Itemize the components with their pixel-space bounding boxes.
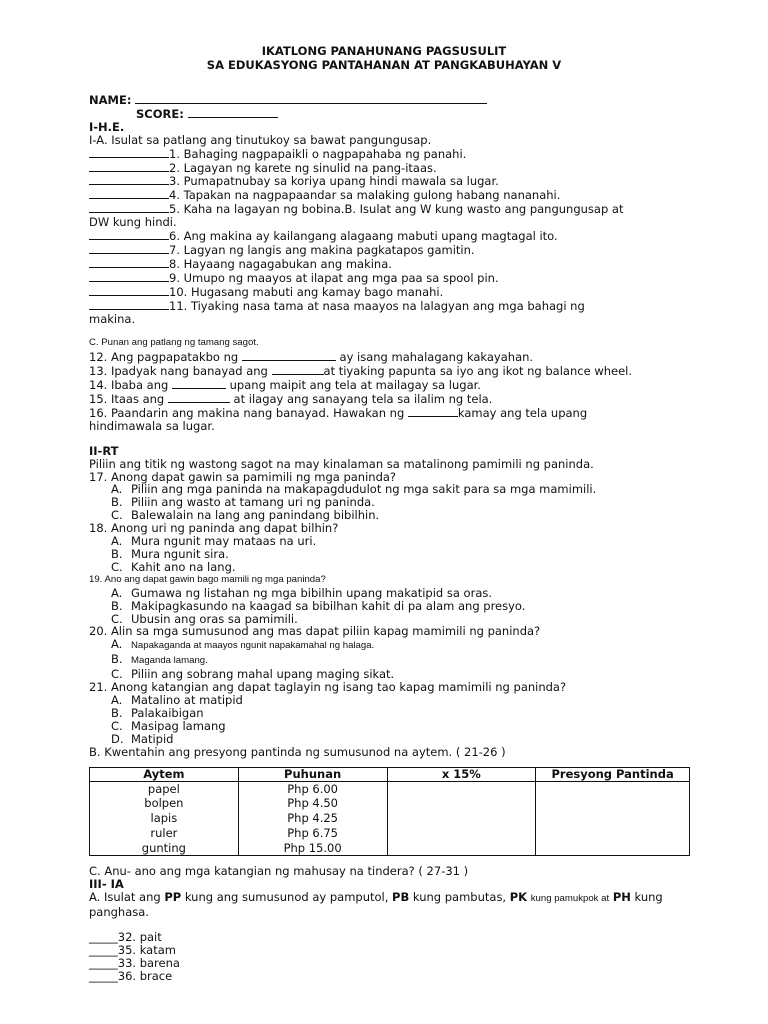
table-body-row [90, 781, 690, 856]
exam-title-line1: IKATLONG PANAHUNANG PAGSUSULIT [261, 44, 507, 58]
exam-title-line2: SA EDUKASYONG PANTAHANAN AT PANGKABUHAYAN V [206, 58, 562, 72]
table-cell: ruler [150, 825, 178, 840]
choice[interactable]: A. Matalino at matipid [111, 692, 243, 707]
name-label: NAME: [89, 93, 132, 107]
answer-blank[interactable] [89, 243, 169, 254]
score-label: SCORE: [136, 106, 184, 121]
table-cell: papel [147, 781, 180, 796]
choice[interactable]: A. Mura ngunit may mataas na uri. [111, 534, 317, 549]
list-item: 7. Lagyan ng langis ang makina pagkatapos gamitin. [89, 243, 689, 257]
choice[interactable]: C. Ubusin ang oras sa pamimili. [111, 611, 298, 626]
fill-item-12: 12. Ang pagpapatakbo ng ay isang mahalagang kakayahan. [89, 350, 534, 365]
choice[interactable]: B. Makipagkasundo na kaagad sa bibilhan kahit di pa alam ang presyo. [111, 598, 526, 613]
instruction-ia: I-A. Isulat sa patlang ang tinutukoy sa bawat pangungusap. [89, 132, 432, 147]
section-heading-iiiia: III- IA [89, 877, 124, 892]
answer-blank[interactable] [89, 285, 169, 296]
exam-page [89, 44, 689, 983]
table-cell: lapis [150, 811, 178, 826]
table-cell: Php 4.50 [287, 796, 339, 811]
table-cell: Php 6.00 [287, 781, 339, 796]
list-item: 5. Kaha na lagayan ng bobina.B. Isulat ang W kung wasto ang pangungusap at [89, 202, 689, 216]
list-item-continued: makina. [89, 311, 136, 326]
list-item: 2. Lagayan ng karete ng sinulid na pang-itaas. [89, 161, 689, 175]
question-17: 17. Anong dapat gawin sa pamimili ng mga paninda? [89, 469, 397, 484]
table-cell: bolpen [144, 796, 184, 811]
column-header: x 15% [387, 767, 536, 781]
answer-blank[interactable] [172, 378, 226, 389]
fill-item-16-continued: hindimawala sa lugar. [89, 418, 215, 433]
choice[interactable]: B. Piliin ang wasto at tamang uri ng paninda. [111, 495, 375, 510]
fill-item-14: 14. Ibaba ang upang maipit ang tela at mailagay sa lugar. [89, 378, 481, 393]
answer-blank[interactable] [89, 188, 169, 199]
tool-item: _____36. brace [89, 968, 173, 983]
list-item-continued: DW kung hindi. [89, 215, 177, 230]
choice[interactable]: A. Napakaganda at maayos ngunit napakamahal ng halaga. [111, 637, 375, 652]
choice[interactable]: C. Balewalain na lang ang panindang bibilhin. [111, 508, 380, 523]
choice[interactable]: B. Mura ngunit sira. [111, 547, 229, 561]
list-item: 10. Hugasang mabuti ang kamay bago manahi. [89, 285, 689, 299]
list-item: 1. Bahaging nagpapaikli o nagpapahaba ng panahi. [89, 147, 689, 161]
choice[interactable]: B. Palakaibigan [111, 705, 204, 720]
choice[interactable]: C. Kahit ano na lang. [111, 559, 236, 574]
list-item: 3. Pumapatnubay sa koriya upang hindi mawala sa lugar. [89, 174, 689, 188]
answer-blank[interactable] [242, 350, 336, 361]
column-header: Aytem [90, 767, 239, 781]
list-item: 6. Ang makina ay kailangang alagaang mabuti upang magtagal ito. [89, 229, 689, 243]
table-header-row [90, 767, 690, 781]
choice[interactable]: D. Matipid [111, 731, 174, 746]
cost-column [238, 781, 387, 856]
table-cell: gunting [141, 840, 186, 855]
list-item: 4. Tapakan na nagpapaandar sa malaking gulong habang nananahi. [89, 188, 689, 202]
price-table [89, 767, 690, 857]
list-item: 9. Umupo ng maayos at ilapat ang mga paa sa spool pin. [89, 271, 689, 285]
question-20: 20. Alin sa mga sumusunod ang mas dapat piliin kapag mamimili ng paninda? [89, 624, 541, 639]
column-header: Presyong Pantinda [536, 767, 690, 781]
instruction-part-b: B. Kwentahin ang presyong pantinda ng sumusunod na aytem. ( 21-26 ) [89, 744, 506, 759]
question-21: 21. Anong katangian ang dapat taglayin ng isang tao kapag mamimili ng paninda? [89, 680, 567, 695]
markup-answer-cell[interactable] [387, 781, 536, 856]
choice[interactable]: B. Maganda lamang. [111, 652, 208, 667]
answer-blank[interactable] [89, 271, 169, 282]
answer-blank[interactable] [408, 406, 458, 417]
answer-blank[interactable] [89, 257, 169, 268]
choice[interactable]: C. Piliin ang sobrang mahal upang maging sikat. [111, 667, 395, 682]
name-field[interactable] [89, 93, 689, 107]
table-cell: Php 15.00 [283, 840, 342, 855]
table-cell: Php 6.75 [287, 825, 339, 840]
item-column [90, 781, 239, 856]
table-cell: Php 4.25 [287, 811, 339, 826]
list-item: 11. Tiyaking nasa tama at nasa maayos na lalagyan ang mga bahagi ng [89, 299, 689, 313]
answer-blank[interactable] [89, 147, 169, 158]
tool-item: _____32. pait [89, 930, 162, 945]
instruction-iiiia: A. Isulat ang PP kung ang sumusunod ay pamputol, PB kung pambutas, PK kung pamukpok at PH kung panghasa. [89, 890, 663, 920]
instruction-c: C. Punan ang patlang ng tamang sagot. [89, 337, 259, 349]
answer-blank[interactable] [89, 299, 169, 310]
instruction-iirt: Piliin ang titik ng wastong sagot na may kinalaman sa matalinong pamimili ng paninda. [89, 456, 594, 471]
list-item: 8. Hayaang nagagabukan ang makina. [89, 257, 689, 271]
question-18: 18. Anong uri ng paninda ang dapat bilhin? [89, 521, 339, 536]
selling-price-answer-cell[interactable] [536, 781, 690, 856]
fill-item-16: 16. Paandarin ang makina nang banayad. Hawakan ng kamay ang tela upang [89, 405, 588, 420]
tool-item: _____35. katam [89, 943, 176, 958]
instruction-part-c: C. Anu- ano ang mga katangian ng mahusay na tindera? ( 27-31 ) [89, 864, 469, 879]
answer-blank[interactable] [272, 364, 324, 375]
answer-blank[interactable] [89, 174, 169, 185]
choice[interactable]: A. Gumawa ng listahan ng mga bibilhin upang makatipid sa oras. [111, 585, 493, 600]
fill-item-15: 15. Itaas ang at ilagay ang sanayang tela sa ilalim ng tela. [89, 392, 493, 407]
answer-blank[interactable] [89, 161, 169, 172]
choice[interactable]: C. Masipag lamang [111, 718, 226, 733]
choice[interactable]: A. Piliin ang mga paninda na makapagdudulot ng mga sakit para sa mga mamimili. [111, 482, 597, 497]
tool-item: _____33. barena [89, 955, 180, 970]
section-heading-iirt: II-RT [89, 443, 119, 458]
question-19: 19. Ano ang dapat gawin bago mamili ng mga paninda? [89, 573, 326, 585]
name-blank[interactable] [135, 93, 487, 104]
score-field[interactable] [89, 107, 689, 121]
fill-item-13: 13. Ipadyak nang banayad ang at tiyaking papunta sa iyo ang ikot ng balance wheel. [89, 364, 633, 379]
answer-blank[interactable] [89, 202, 169, 213]
score-blank[interactable] [188, 107, 278, 118]
column-header: Puhunan [238, 767, 387, 781]
answer-blank[interactable] [168, 392, 230, 403]
section-heading-ihe: I-H.E. [89, 119, 125, 134]
answer-blank[interactable] [89, 229, 169, 240]
